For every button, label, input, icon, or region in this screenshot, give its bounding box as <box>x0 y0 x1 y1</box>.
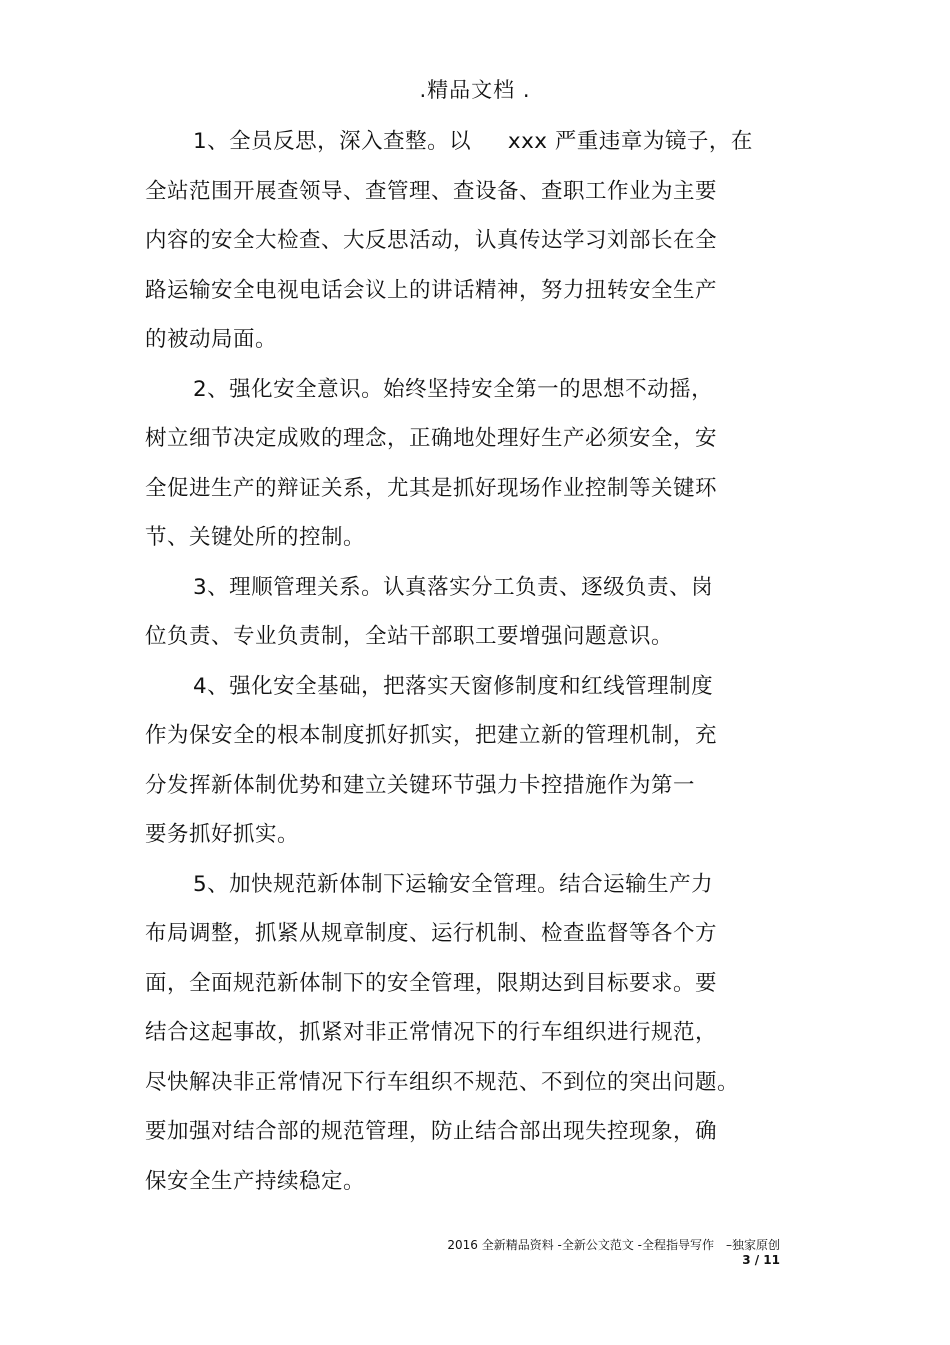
body-line: 作为保安全的根本制度抓好抓实，把建立新的管理机制，充 <box>145 723 718 748</box>
body-line: 布局调整，抓紧从规章制度、运行机制、检查监督等各个方 <box>145 921 718 946</box>
body-line: 尽快解决非正常情况下行车组织不规范、不到位的突出问题。 <box>145 1069 740 1095</box>
body-line: 树立细节决定成败的理念，正确地处理好生产必须安全，安 <box>145 426 718 451</box>
body-line: 分发挥新体制优势和建立关键环节强力卡控措施作为第一 <box>145 772 696 798</box>
body-line: 节、关键处所的控制。 <box>145 525 366 550</box>
body-line: 内容的安全大检查、大反思活动，认真传达学习刘部长在全 <box>145 228 718 253</box>
body-line: 的被动局面。 <box>145 327 278 352</box>
body-line: 要务抓好抓实。 <box>145 822 300 847</box>
body-line: 全站范围开展查领导、查管理、查设备、查职工作业为主要 <box>145 178 718 204</box>
footer-text: 2016 全新精品资料 -全新公文范文 -全程指导写作 –独家原创 <box>447 1238 780 1252</box>
body-line: 位负责、专业负责制，全站干部职工要增强问题意识。 <box>145 624 674 649</box>
body-line: 全促进生产的辩证关系，尤其是抓好现场作业控制等关键环 <box>145 475 718 501</box>
body-line: 面，全面规范新体制下的安全管理，限期达到目标要求。要 <box>145 970 718 996</box>
document-body <box>145 124 795 1213</box>
body-line: 保安全生产持续稳定。 <box>145 1168 366 1194</box>
body-line: 1、全员反思，深入查整。以 xxx 严重违章为镜子，在 <box>193 129 753 154</box>
body-line: 4、强化安全基础，把落实天窗修制度和红线管理制度 <box>193 673 714 699</box>
page-header-title: .精品文档 . <box>419 78 531 102</box>
body-line: 结合这起事故，抓紧对非正常情况下的行车组织进行规范， <box>145 1020 718 1045</box>
body-line: 要加强对结合部的规范管理，防止结合部出现失控现象，确 <box>145 1119 718 1144</box>
page-number: 3 / 11 <box>742 1253 780 1267</box>
body-line: 5、加快规范新体制下运输安全管理。结合运输生产力 <box>193 871 714 897</box>
body-line: 3、理顺管理关系。认真落实分工负责、逐级负责、岗 <box>193 574 714 600</box>
body-line: 路运输安全电视电话会议上的讲话精神，努力扭转安全生产 <box>145 277 718 303</box>
body-line: 2、强化安全意识。始终坚持安全第一的思想不动摇， <box>193 376 714 402</box>
